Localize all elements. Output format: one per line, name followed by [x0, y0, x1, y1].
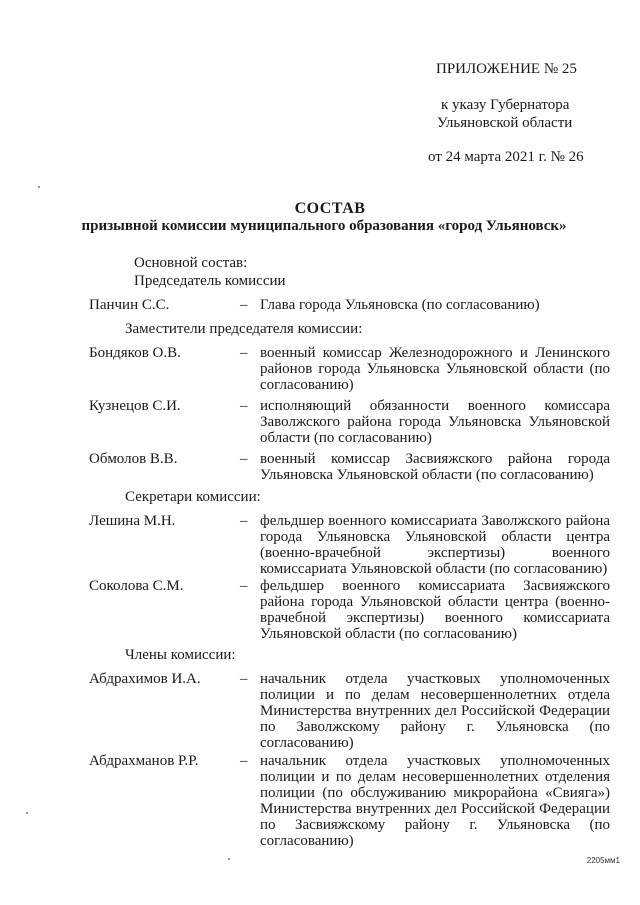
- dash-separator: –: [240, 513, 248, 529]
- person-description: исполняющий обязанности военного комиссара Заволжского района города Ульяновска Ульяновской области (по согласованию): [260, 398, 610, 446]
- scan-speck: [228, 858, 230, 860]
- decree-date: от 24 марта 2021 г. № 26: [428, 149, 584, 165]
- person-name: Панчин С.С.: [89, 297, 170, 313]
- person-name: Абдрахманов Р.Р.: [89, 753, 199, 769]
- dash-separator: –: [240, 451, 248, 467]
- section-members: Члены комиссии:: [125, 647, 236, 663]
- person-name: Бондяков О.В.: [89, 345, 181, 361]
- person-description: Глава города Ульяновска (по согласованию): [260, 297, 540, 313]
- person-name: Лешина М.Н.: [89, 513, 176, 529]
- person-description: фельдшер военного комиссариата Засвияжского района города Ульяновской области центра (военно-врачебной экспертизы) военного комиссариата Ульяновской области (по согласованию): [260, 578, 610, 642]
- person-description: начальник отдела участковых уполномоченных полиции и по делам несовершеннолетних отделения полиции (по обслуживанию микрорайона «Свияга») Министерства внутренних дел Российской Федерации по Засвияжскому району г. Ульяновска (по согласованию): [260, 753, 610, 849]
- scan-speck: [38, 186, 40, 188]
- dash-separator: –: [240, 345, 248, 361]
- section-deputies: Заместители председателя комиссии:: [125, 321, 363, 337]
- dash-separator: –: [240, 297, 248, 313]
- person-name: Абдрахимов И.А.: [89, 671, 201, 687]
- dash-separator: –: [240, 753, 248, 769]
- person-name: Обмолов В.В.: [89, 451, 178, 467]
- section-secretaries: Секретари комиссии:: [125, 489, 261, 505]
- person-description: фельдшер военного комиссариата Заволжского района города Ульяновска Ульяновской области центра (военно-врачебной экспертизы) военного комиссариата Ульяновской области (по согласованию): [260, 513, 610, 577]
- appendix-title: ПРИЛОЖЕНИЕ № 25: [436, 61, 577, 77]
- person-description: начальник отдела участковых уполномоченных полиции и по делам несовершеннолетних отдела Министерства внутренних дел Российской Федерации по Заволжскому району г. Ульяновска (по согласованию): [260, 671, 610, 751]
- footer-document-code: 2205мм1: [586, 856, 620, 865]
- dash-separator: –: [240, 671, 248, 687]
- decree-reference-line1: к указу Губернатора: [441, 97, 570, 113]
- document-subtitle: призывной комиссии муниципального образования «город Ульяновск»: [81, 218, 567, 234]
- dash-separator: –: [240, 398, 248, 414]
- person-name: Соколова С.М.: [89, 578, 184, 594]
- person-description: военный комиссар Железнодорожного и Ленинского районов города Ульяновска Ульяновской области (по согласованию): [260, 345, 610, 393]
- person-description: военный комиссар Засвияжского района города Ульяновска Ульяновской области (по согласованию): [260, 451, 610, 483]
- document-title: СОСТАВ: [294, 200, 366, 217]
- dash-separator: –: [240, 578, 248, 594]
- section-chairman: Председатель комиссии: [134, 273, 286, 289]
- scan-speck: [26, 812, 28, 814]
- decree-reference-line2: Ульяновской области: [437, 115, 573, 131]
- person-name: Кузнецов С.И.: [89, 398, 181, 414]
- section-main-composition: Основной состав:: [134, 255, 248, 271]
